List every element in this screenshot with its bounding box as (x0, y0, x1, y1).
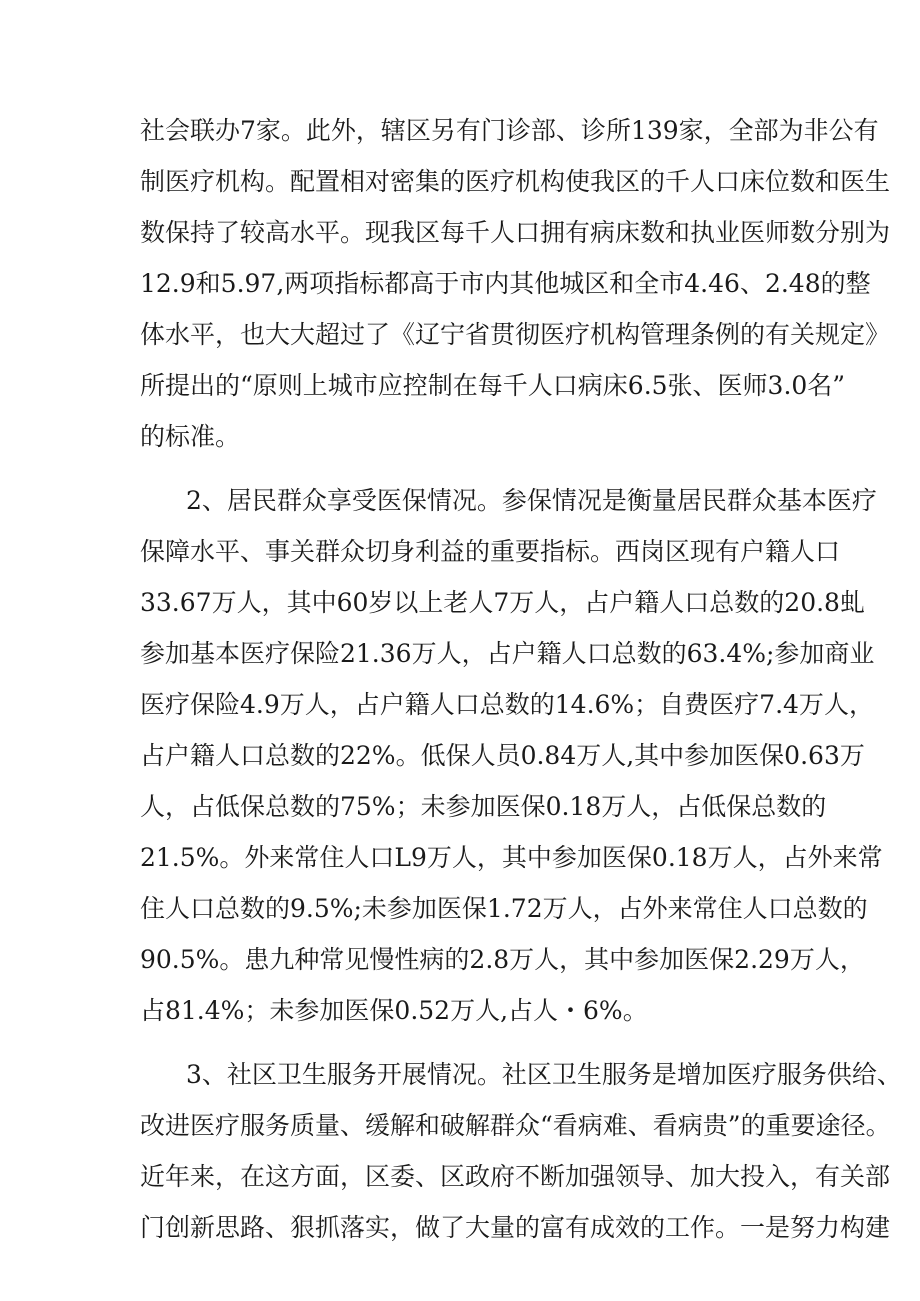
paragraph-2-line-6: 占户籍人口总数的22%。低保人员0.84万人,其中参加医保0.63万 (140, 741, 865, 770)
paragraph-3-line-3: 近年来，在这方面，区委、区政府不断加强领导、加大投入，有关部 (140, 1162, 891, 1191)
paragraph-2-line-11: 占81.4%；未参加医保0.52万人,占人・6%。 (140, 996, 648, 1025)
paragraph-2-line-9: 住人口总数的9.5%;未参加医保1.72万人，占外来常住人口总数的 (140, 894, 868, 923)
paragraph-2-line-5: 医疗保险4.9万人，占户籍人口总数的14.6%；自费医疗7.4万人， (140, 690, 874, 719)
paragraph-2-line-8: 21.5%。外来常住人口L9万人，其中参加医保0.18万人，占外来常 (140, 843, 883, 872)
paragraph-1-line-7: 的标准。 (140, 422, 241, 451)
paragraph-1-line-4: 12.9和5.97,两项指标都高于市内其他城区和全市4.46、2.48的整 (140, 269, 871, 298)
paragraph-2-line-4: 参加基本医疗保险21.36万人，占户籍人口总数的63.4%;参加商业 (140, 639, 875, 668)
paragraph-3-line-1: 3、社区卫生服务开展情况。社区卫生服务是增加医疗服务供给、 (186, 1060, 902, 1089)
paragraph-2-line-3: 33.67万人，其中60岁以上老人7万人，占户籍人口总数的20.8虬 (140, 588, 865, 617)
paragraph-1-line-2: 制医疗机构。配置相对密集的医疗机构使我区的千人口床位数和医生 (140, 167, 891, 196)
paragraph-1-line-3: 数保持了较高水平。现我区每千人口拥有病床数和执业医师数分别为 (140, 218, 891, 247)
paragraph-2-line-10: 90.5%。患九种常见慢性病的2.8万人，其中参加医保2.29万人， (140, 945, 865, 974)
paragraph-2-line-1: 2、居民群众享受医保情况。参保情况是衡量居民群众基本医疗 (186, 486, 877, 515)
paragraph-2-line-2: 保障水平、事关群众切身利益的重要指标。西岗区现有户籍人口 (140, 537, 841, 566)
paragraph-2-line-7: 人，占低保总数的75%；未参加医保0.18万人，占低保总数的 (140, 792, 827, 821)
paragraph-3-line-2: 改进医疗服务质量、缓解和破解群众“看病难、看病贵”的重要途径。 (140, 1111, 891, 1140)
paragraph-1-line-5: 体水平，也大大超过了《辽宁省贯彻医疗机构管理条例的有关规定》 (140, 320, 891, 349)
paragraph-1-line-1: 社会联办7家。此外，辖区另有门诊部、诊所139家，全部为非公有 (140, 116, 879, 145)
paragraph-3-line-4: 门创新思路、狠抓落实，做了大量的富有成效的工作。一是努力构建 (140, 1213, 891, 1242)
paragraph-1-line-6: 所提出的“原则上城市应控制在每千人口病床6.5张、医师3.0名” (140, 371, 846, 400)
